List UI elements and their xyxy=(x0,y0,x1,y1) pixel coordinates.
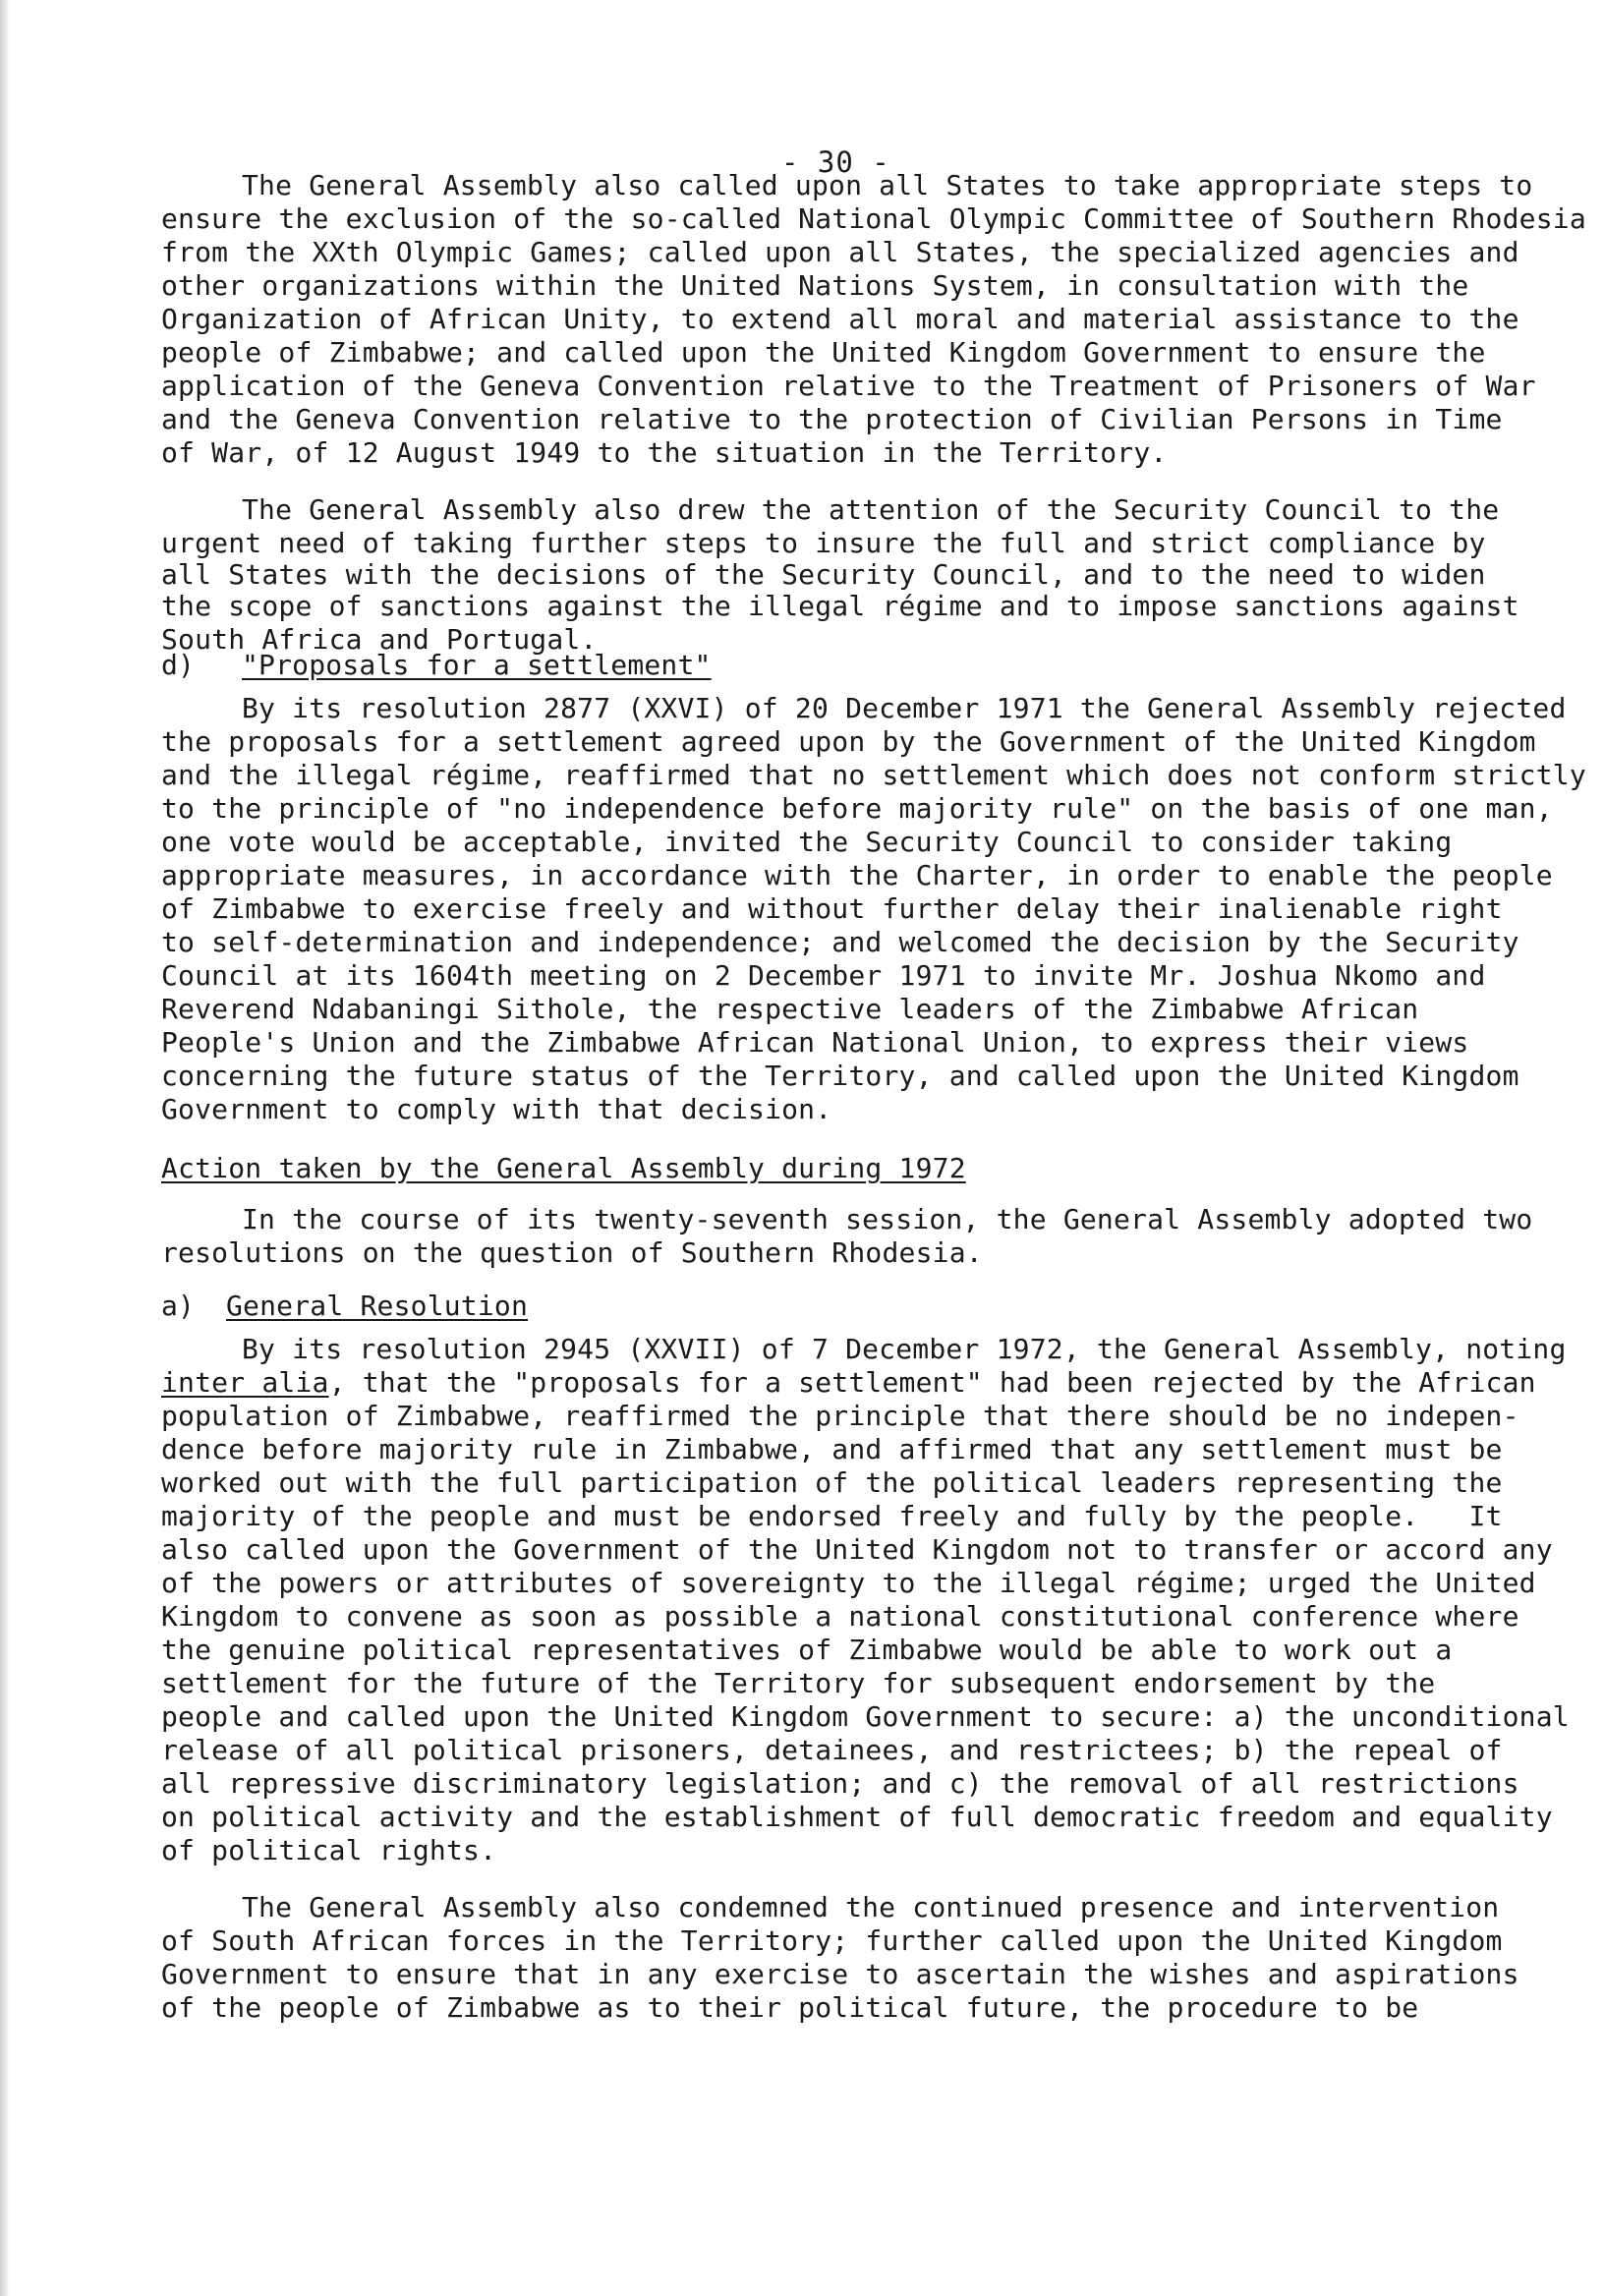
paragraph-line: people and called upon the United Kingdom Government to secure: a) the unconditional xyxy=(161,1700,1570,1733)
paragraph-line: on political activity and the establishment of full democratic freedom and equality xyxy=(161,1801,1553,1833)
paragraph-line: settlement for the future of the Territory for subsequent endorsement by the xyxy=(161,1667,1436,1699)
paragraph-line xyxy=(161,1366,1536,1400)
paragraph-line: resolutions on the question of Southern Rhodesia. xyxy=(161,1236,983,1269)
paragraph-line: appropriate measures, in accordance with the Charter, in order to enable the people xyxy=(161,859,1553,891)
paragraph-line: to the principle of "no independence before majority rule" on the basis of one man, xyxy=(161,792,1553,825)
paragraph-line: and the illegal régime, reaffirmed that no settlement which does not conform strictly xyxy=(161,759,1586,791)
page-number: - 30 - xyxy=(781,145,890,179)
paragraph-line: application of the Geneva Convention relative to the Treatment of Prisoners of War xyxy=(161,370,1536,402)
paragraph-line: population of Zimbabwe, reaffirmed the principle that there should be no indepen- xyxy=(161,1400,1519,1432)
section-heading: General Resolution xyxy=(226,1290,529,1322)
paragraph-line: all States with the decisions of the Security Council, and to the need to widen xyxy=(161,558,1486,591)
paragraph-line: people of Zimbabwe; and called upon the United Kingdom Government to ensure the xyxy=(161,336,1486,369)
section-heading: Action taken by the General Assembly during 1972 xyxy=(161,1152,966,1184)
paragraph-line: Kingdom to convene as soon as possible a national constitutional conference where xyxy=(161,1600,1519,1633)
paragraph-line: of political rights. xyxy=(161,1834,497,1866)
paragraph-line: In the course of its twenty-seventh session, the General Assembly adopted two xyxy=(242,1203,1533,1235)
paragraph-line: dence before majority rule in Zimbabwe, and affirmed that any settlement must be xyxy=(161,1433,1503,1465)
paragraph-line: release of all political prisoners, detainees, and restrictees; b) the repeal of xyxy=(161,1734,1503,1766)
section-heading-marker: d) xyxy=(161,649,196,681)
paragraph-line: ensure the exclusion of the so-called National Olympic Committee of Southern Rhodesia xyxy=(161,202,1586,235)
paragraph-line: Organization of African Unity, to extend all moral and material assistance to the xyxy=(161,303,1519,335)
paragraph-line: The General Assembly also called upon all States to take appropriate steps to xyxy=(242,169,1533,201)
paragraph-line: worked out with the full participation of the political leaders representing the xyxy=(161,1466,1503,1499)
paragraph-line: majority of the people and must be endorsed freely and fully by the people. It xyxy=(161,1500,1503,1532)
paragraph-line: By its resolution 2877 (XXVI) of 20 December 1971 the General Assembly rejected xyxy=(242,692,1567,724)
paragraph-line: Government to comply with that decision. xyxy=(161,1093,832,1125)
paragraph-line: concerning the future status of the Territory, and called upon the United Kingdom xyxy=(161,1060,1519,1092)
paragraph-line: to self-determination and independence; and welcomed the decision by the Security xyxy=(161,926,1519,958)
paragraph-line: Reverend Ndabaningi Sithole, the respective leaders of the Zimbabwe African xyxy=(161,993,1419,1025)
section-heading-marker: a) xyxy=(161,1290,196,1322)
paragraph-line: People's Union and the Zimbabwe African National Union, to express their views xyxy=(161,1026,1469,1059)
paragraph-line: urgent need of taking further steps to insure the full and strict compliance by xyxy=(161,527,1486,559)
paragraph-line: of the powers or attributes of sovereignty to the illegal régime; urged the United xyxy=(161,1567,1536,1599)
paragraph-line: The General Assembly also drew the attention of the Security Council to the xyxy=(242,493,1500,526)
paragraph-line: also called upon the Government of the United Kingdom not to transfer or accord any xyxy=(161,1533,1553,1566)
paragraph-line: By its resolution 2945 (XXVII) of 7 December 1972, the General Assembly, noting xyxy=(242,1333,1567,1365)
section-heading: "Proposals for a settlement" xyxy=(242,649,712,681)
paragraph-line: of Zimbabwe to exercise freely and without further delay their inalienable right xyxy=(161,892,1503,925)
paragraph-line: South Africa and Portugal. xyxy=(161,623,598,656)
paragraph-line: all repressive discriminatory legislation; and c) the removal of all restrictions xyxy=(161,1767,1519,1800)
paragraph-line: from the XXth Olympic Games; called upon all States, the specialized agencies and xyxy=(161,236,1519,268)
paragraph-line: of the people of Zimbabwe as to their political future, the procedure to be xyxy=(161,1991,1419,2024)
paragraph-line: other organizations within the United Nations System, in consultation with the xyxy=(161,269,1469,302)
paragraph-line: the proposals for a settlement agreed upon by the Government of the United Kingdom xyxy=(161,725,1536,758)
paragraph-line: and the Geneva Convention relative to the protection of Civilian Persons in Time xyxy=(161,403,1503,435)
paragraph-line: The General Assembly also condemned the continued presence and intervention xyxy=(242,1891,1500,1923)
paragraph-line: Council at its 1604th meeting on 2 December 1971 to invite Mr. Joshua Nkomo and xyxy=(161,959,1486,992)
paragraph-line: one vote would be acceptable, invited the Security Council to consider taking xyxy=(161,826,1453,858)
paragraph-line: Government to ensure that in any exercise to ascertain the wishes and aspirations xyxy=(161,1958,1519,1990)
paragraph-line: of War, of 12 August 1949 to the situation in the Territory. xyxy=(161,436,1168,469)
scan-edge xyxy=(0,0,10,2296)
paragraph-line: of South African forces in the Territory; further called upon the United Kingdom xyxy=(161,1924,1503,1957)
paragraph-line: the genuine political representatives of Zimbabwe would be able to work out a xyxy=(161,1634,1453,1666)
paragraph-line-text: , that the "proposals for a settlement" had been rejected by the African xyxy=(328,1366,1536,1399)
inter-alia-emphasis: inter alia xyxy=(161,1366,329,1399)
paragraph-line: the scope of sanctions against the illegal régime and to impose sanctions against xyxy=(161,590,1519,622)
